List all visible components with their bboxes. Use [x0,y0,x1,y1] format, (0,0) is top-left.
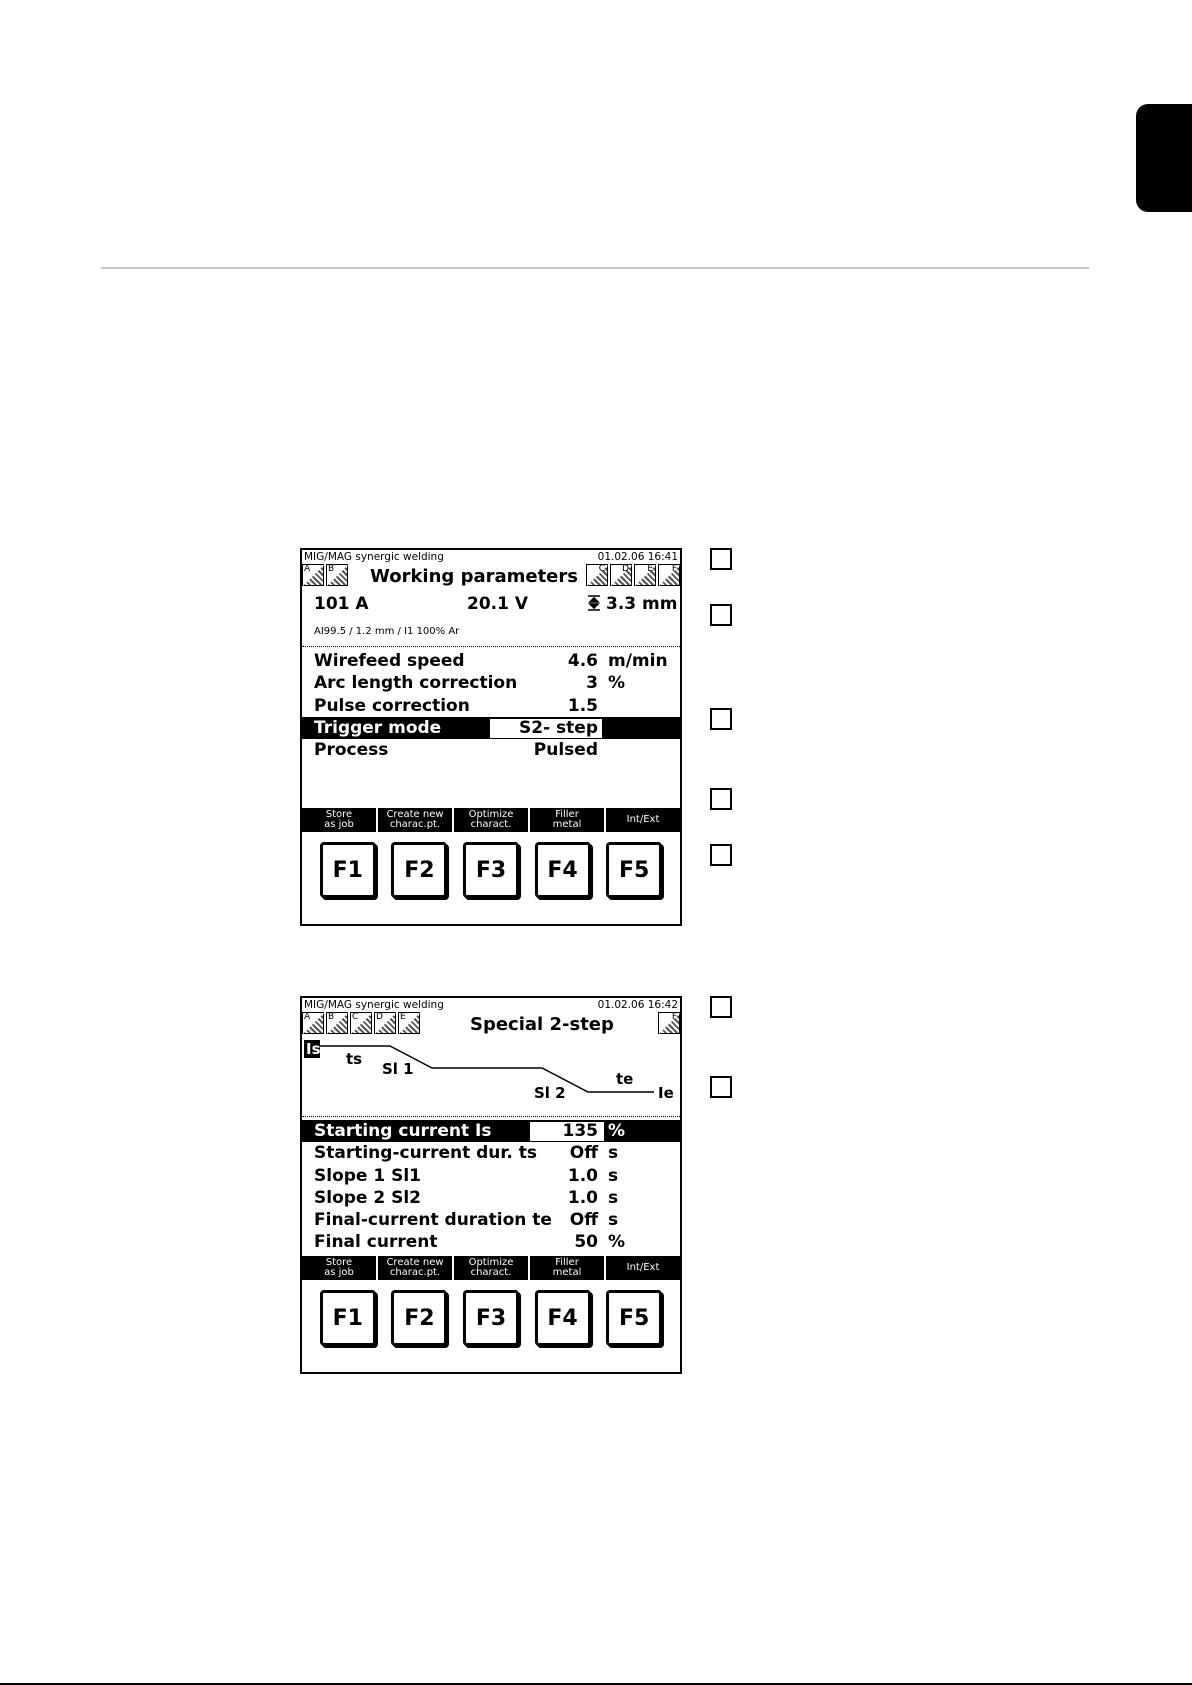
fn-label-intext: Int/Ext [606,1256,680,1280]
callout-box [710,1076,732,1098]
datetime-label: 01.02.06 16:42 [597,999,678,1011]
fn-label-store: Store as job [302,1256,376,1280]
f2-button[interactable]: F2 [391,842,447,898]
param-row-wirefeed[interactable]: Wirefeed speed 4.6 m/min [314,651,668,671]
fn-label-optimize: Optimize charact. [454,1256,528,1280]
f4-button[interactable]: F4 [535,1290,591,1346]
graph-label-sl2: Sl 2 [534,1084,566,1102]
tab-f[interactable]: F [658,564,680,586]
fn-label-store: Store as job [302,808,376,832]
tab-b[interactable]: B [326,1012,348,1034]
parameter-list [302,650,680,761]
current-profile-graph [302,1040,680,1110]
screen-title: Working parameters [370,566,578,587]
f4-button[interactable]: F4 [535,842,591,898]
callout-box [710,788,732,810]
tab-e[interactable]: E [398,1012,420,1034]
voltage-readout: 20.1 V [467,594,529,614]
graph-label-is: Is [306,1040,321,1058]
tab-e[interactable]: E [634,564,656,586]
thickness-readout: 3.3 mm [606,594,678,614]
f1-button[interactable]: F1 [320,842,376,898]
fn-label-intext: Int/Ext [606,808,680,832]
callout-box [710,708,732,730]
callout-box [710,548,732,570]
tab-a[interactable]: A [302,1012,324,1034]
fn-label-create: Create new charac.pt. [378,808,452,832]
material-label: AI99.5 / 1.2 mm / I1 100% Ar [314,626,460,637]
fn-label-filler: Filler metal [530,808,604,832]
tabs-right [658,1012,682,1034]
status-bar [302,550,680,564]
param-row-slope2[interactable]: Slope 2 Sl2 1.0 s [314,1187,619,1208]
divider [302,1116,680,1117]
divider [302,646,680,647]
fn-label-filler: Filler metal [530,1256,604,1280]
working-parameters-screen [300,548,682,926]
param-row-pulse-correction[interactable]: Pulse correction 1.5 [314,695,598,716]
f1-button[interactable]: F1 [320,1290,376,1346]
fn-label-create: Create new charac.pt. [378,1256,452,1280]
current-readout: 101 A [314,594,369,614]
chapter-tab [1136,104,1192,212]
header-rule [101,267,1089,269]
f3-button[interactable]: F3 [463,1290,519,1346]
graph-label-ts: ts [346,1050,363,1068]
main-readouts [314,594,678,620]
mode-label: MIG/MAG synergic welding [304,551,444,563]
callout-box [710,996,732,1018]
tab-d[interactable]: D [374,1012,396,1034]
f2-button[interactable]: F2 [391,1290,447,1346]
tabs-left [302,1012,422,1034]
tab-d[interactable]: D [610,564,632,586]
param-row-starting-current[interactable]: Starting current Is 135 % [302,1120,680,1142]
param-row-starting-duration[interactable]: Starting-current dur. ts Off s [314,1143,619,1164]
tab-c[interactable]: C [586,564,608,586]
function-keys [302,842,680,898]
param-row-final-duration[interactable]: Final-current duration te Off s [314,1210,619,1231]
callout-box [710,604,732,626]
f3-button[interactable]: F3 [463,842,519,898]
datetime-label: 01.02.06 16:41 [597,551,678,563]
tabs-left [302,564,350,586]
tabs-right [586,564,682,586]
f5-button[interactable]: F5 [606,1290,662,1346]
graph-label-te: te [616,1070,634,1088]
special-2-step-screen [300,996,682,1374]
mode-label: MIG/MAG synergic welding [304,999,444,1011]
graph-label-sl1: Sl 1 [382,1060,414,1078]
function-keys [302,1290,680,1346]
status-bar [302,998,680,1012]
function-label-bar [302,1256,680,1280]
tab-f[interactable]: F [658,1012,680,1034]
tab-b[interactable]: B [326,564,348,586]
thickness-icon [587,594,601,614]
parameter-list [302,1120,680,1254]
screen-title: Special 2-step [470,1014,614,1035]
tab-a[interactable]: A [302,564,324,586]
param-row-trigger-mode[interactable]: Trigger mode S2- step [302,717,680,739]
param-row-final-current[interactable]: Final current 50 % [314,1232,626,1253]
callout-box [710,844,732,866]
tab-c[interactable]: C [350,1012,372,1034]
param-row-arc-length[interactable]: Arc length correction 3 % [314,673,626,694]
graph-label-ie: Ie [658,1084,674,1102]
fn-label-optimize: Optimize charact. [454,808,528,832]
f5-button[interactable]: F5 [606,842,662,898]
param-row-process[interactable]: Process Pulsed [314,740,598,761]
function-label-bar [302,808,680,832]
param-row-slope1[interactable]: Slope 1 Sl1 1.0 s [314,1165,619,1186]
